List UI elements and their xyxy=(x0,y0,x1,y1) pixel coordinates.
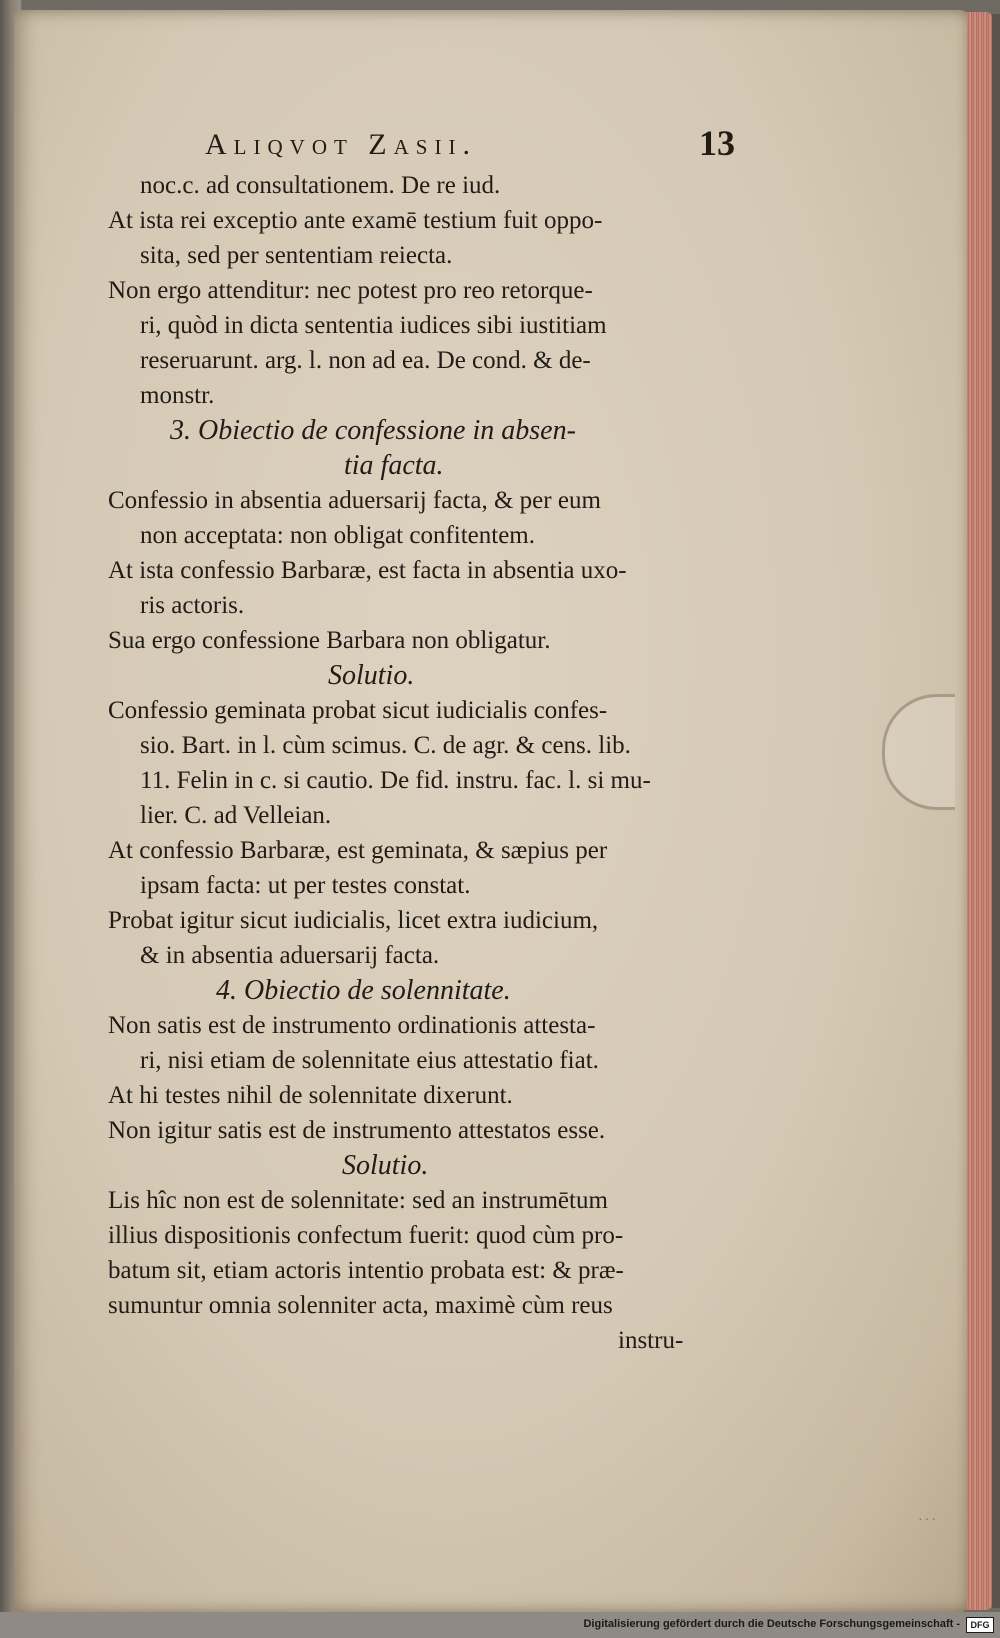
text-line: Non satis est de instrumento ordinationis attesta- xyxy=(108,1012,596,1039)
text-line: Probat igitur sicut iudicialis, licet extra iudicium, xyxy=(108,907,599,934)
page-number: 13 xyxy=(699,123,735,163)
catchword: instru- xyxy=(618,1327,684,1354)
text-line: batum sit, etiam actoris intentio probata est: & præ- xyxy=(108,1257,624,1284)
text-line: ri, nisi etiam de solennitate eius attestatio fiat. xyxy=(140,1047,599,1074)
ink-marks: ··· xyxy=(918,1513,938,1528)
text-line: noc.c. ad consultationem. De re iud. xyxy=(140,172,501,199)
body-text xyxy=(108,168,728,1358)
text-line: Non igitur satis est de instrumento attestatos esse. xyxy=(108,1117,606,1144)
text-line: At hi testes nihil de solennitate dixerunt. xyxy=(108,1082,513,1109)
section-heading: Solutio. xyxy=(342,1150,429,1181)
text-line: At confessio Barbaræ, est geminata, & sæpius per xyxy=(108,837,608,864)
text-line: ris actoris. xyxy=(140,592,245,619)
text-line: At ista confessio Barbaræ, est facta in absentia uxo- xyxy=(108,557,627,584)
dfg-logo: DFG xyxy=(966,1617,994,1633)
text-line: Confessio geminata probat sicut iudicialis confes- xyxy=(108,697,608,724)
page-edge-shadow xyxy=(992,14,1000,1608)
text-line: Non ergo attenditur: nec potest pro reo retorque- xyxy=(108,277,593,304)
page-header xyxy=(205,123,735,168)
text-line: ri, quòd in dicta sententia iudices sibi iustitiam xyxy=(140,312,607,339)
page-edges xyxy=(967,12,992,1610)
text-line: Lis hîc non est de solennitate: sed an instrumētum xyxy=(108,1187,608,1214)
text-line: reseruarunt. arg. l. non ad ea. De cond. & de- xyxy=(140,347,591,374)
section-heading: 4. Obiectio de solennitate. xyxy=(216,975,511,1006)
section-heading: tia facta. xyxy=(344,450,444,481)
section-heading: Solutio. xyxy=(328,660,415,691)
text-line: non acceptata: non obligat confitentem. xyxy=(140,522,535,549)
text-line: sumuntur omnia solenniter acta, maximè cùm reus xyxy=(108,1292,613,1319)
text-line: monstr. xyxy=(140,382,215,409)
text-line: 11. Felin in c. si cautio. De fid. instru. fac. l. si mu- xyxy=(140,767,651,794)
text-line: illius dispositionis confectum fuerit: quod cùm pro- xyxy=(108,1222,624,1249)
running-title: Aliqvot Zasii. xyxy=(205,128,477,161)
text-line: Sua ergo confessione Barbara non obligatur. xyxy=(108,627,551,654)
text-line: At ista rei exceptio ante examē testium fuit oppo- xyxy=(108,207,603,234)
text-line: & in absentia aduersarij facta. xyxy=(140,942,440,969)
text-line: sita, sed per sententiam reiecta. xyxy=(140,242,453,269)
text-line: Confessio in absentia aduersarij facta, & per eum xyxy=(108,487,601,514)
digitization-credit: Digitalisierung gefördert durch die Deutsche Forschungsgemeinschaft - xyxy=(583,1618,960,1630)
section-heading: 3. Obiectio de confessione in absen- xyxy=(170,415,576,446)
text-line: sio. Bart. in l. cùm scimus. C. de agr. & cens. lib. xyxy=(140,732,631,759)
text-line: ipsam facta: ut per testes constat. xyxy=(140,872,471,899)
text-line: lier. C. ad Velleian. xyxy=(140,802,332,829)
